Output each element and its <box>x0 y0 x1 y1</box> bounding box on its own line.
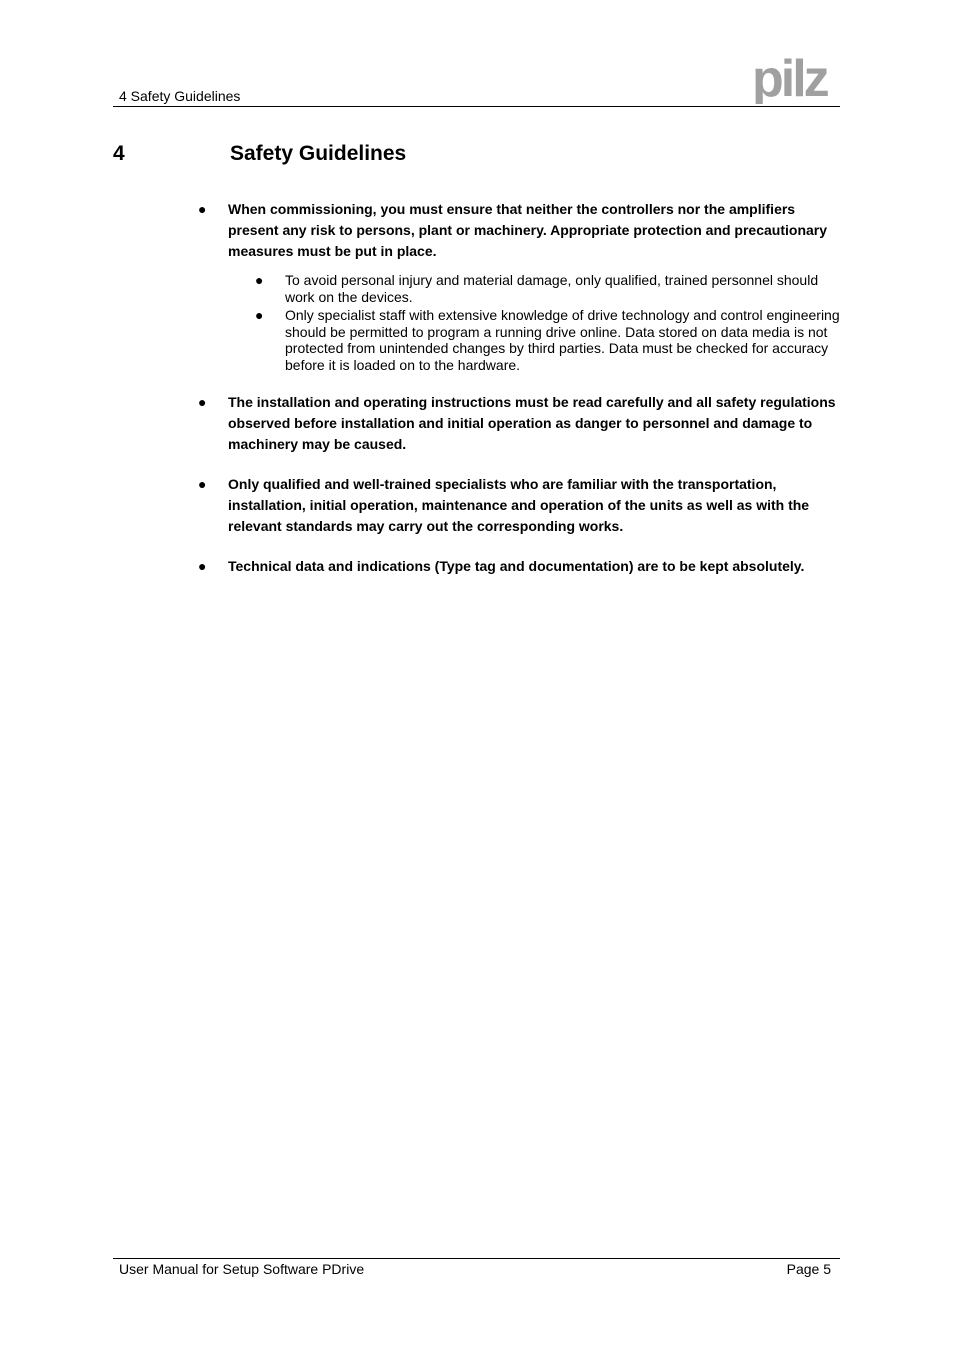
chapter-number: 4 <box>113 142 125 165</box>
page-footer <box>113 1258 840 1277</box>
sub-list-item <box>255 307 843 373</box>
chapter-title: Safety Guidelines <box>230 142 407 165</box>
bullet-list <box>198 199 843 596</box>
list-item-text: Only qualified and well-trained specialists who are familiar with the transportation, installation, initial operation, maintenance and operation of the units as well as with the relevant standards may carry out the corresponding works. <box>228 476 810 534</box>
sub-list-item-text: To avoid personal injury and material damage, only qualified, trained personnel should work on the devices. <box>285 272 819 305</box>
sub-list-item-text: Only specialist staff with extensive knowledge of drive technology and control engineering should be permitted to program a running drive online. Data stored on data media is not protected from unintended changes by third parties. Data must be checked for accuracy before it is loaded on to the hardware. <box>285 307 840 373</box>
list-item-text: Technical data and indications (Type tag and documentation) are to be kept absolutely. <box>228 558 805 574</box>
bullet-icon: ● <box>198 394 207 410</box>
list-item-text: When commissioning, you must ensure that neither the controllers nor the amplifiers present any risk to persons, plant or machinery. Appropriate protection and precautionary measures must be put in place. <box>228 201 828 259</box>
list-item-text: The installation and operating instructions must be read carefully and all safety regulations observed before installation and initial operation as danger to personnel and damage to machinery may be caused. <box>228 394 836 452</box>
sub-list <box>255 272 843 373</box>
bullet-icon: ● <box>198 201 207 217</box>
bullet-icon: ● <box>255 307 264 323</box>
pilz-logo-graphic <box>752 58 836 104</box>
pilz-logo <box>752 58 836 109</box>
pilz-logo-text: pilz <box>752 58 827 104</box>
sub-list-item <box>255 272 843 305</box>
list-item <box>198 474 843 537</box>
header-section-title: 4 Safety Guidelines <box>119 88 241 104</box>
footer-document-title: User Manual for Setup Software PDrive <box>119 1261 365 1277</box>
page-number: Page 5 <box>786 1261 831 1277</box>
list-item <box>198 199 843 373</box>
bullet-icon: ● <box>255 272 264 288</box>
list-item <box>198 556 843 577</box>
page-header <box>113 60 840 107</box>
list-item <box>198 392 843 455</box>
bullet-icon: ● <box>198 476 207 492</box>
bullet-icon: ● <box>198 558 207 574</box>
